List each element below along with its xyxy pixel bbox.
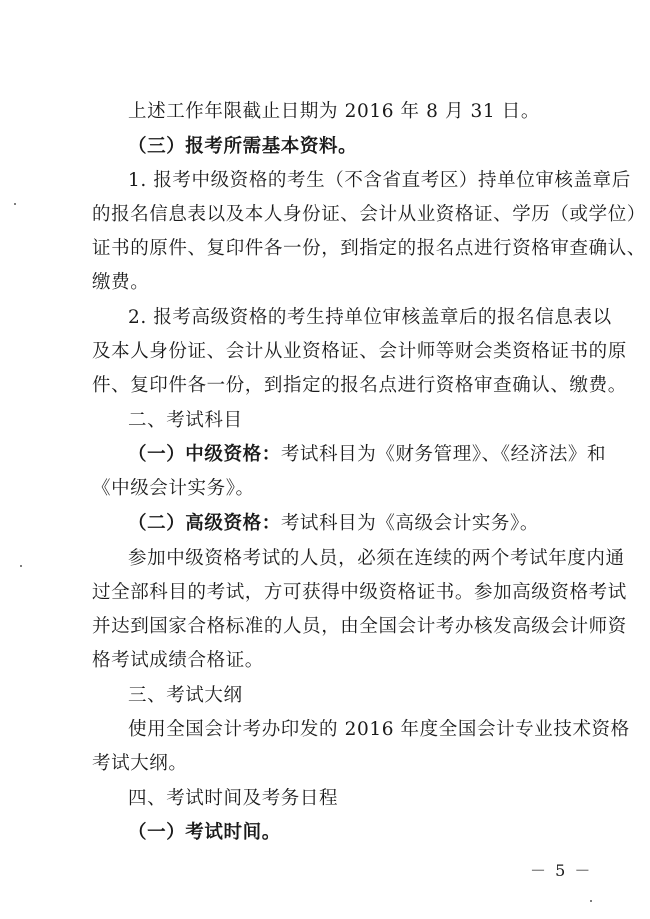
paragraph-line — [128, 443, 628, 467]
page-number: － 5 － — [530, 861, 593, 880]
subsection-label: （一）中级资格： — [128, 444, 281, 465]
paragraph-line: 1. 报考中级资格的考生（不含省直考区）持单位审核盖章后 — [128, 170, 631, 191]
subsection-label: （二）高级资格： — [128, 513, 281, 534]
paragraph-line: 证书的原件、复印件各一份，到指定的报名点进行资格审查确认、 — [92, 238, 646, 259]
paragraph-line: 的报名信息表以及本人身份证、会计从业资格证、学历（或学位） — [92, 204, 646, 225]
paragraph-line: 使用全国会计考办印发的 2016 年度全国会计专业技术资格 — [128, 719, 630, 740]
scan-speck — [590, 900, 592, 902]
paragraph-line: 件、复印件各一份，到指定的报名点进行资格审查确认、缴费。 — [92, 375, 627, 396]
paragraph-line: 缴费。 — [92, 272, 150, 293]
scan-speck — [14, 203, 16, 205]
scan-speck — [20, 565, 22, 567]
paragraph-line: 上述工作年限截止日期为 2016 年 8 月 31 日。 — [128, 101, 540, 122]
paragraph-line: 考试大纲。 — [92, 753, 188, 774]
paragraph-line: 2. 报考高级资格的考生持单位审核盖章后的报名信息表以 — [128, 307, 612, 328]
section-heading: 二、考试科目 — [128, 410, 243, 431]
section-heading: 四、考试时间及考务日程 — [128, 788, 339, 809]
paragraph-line: 过全部科目的考试，方可获得中级资格证书。参加高级资格考试 — [92, 582, 627, 603]
section-heading: （三）报考所需基本资料。 — [128, 136, 358, 157]
paragraph-line — [128, 512, 628, 536]
paragraph-line: 参加中级资格考试的人员，必须在连续的两个考试年度内通 — [128, 548, 625, 569]
paragraph-line: 及本人身份证、会计从业资格证、会计师等财会类资格证书的原 — [92, 341, 627, 362]
paragraph-line: 《中级会计实务》。 — [92, 478, 255, 499]
paragraph-line: 格考试成绩合格证。 — [92, 650, 264, 671]
subsection-text: 考试科目为《财务管理》、《经济法》和 — [280, 444, 607, 465]
section-heading: 三、考试大纲 — [128, 685, 243, 706]
paragraph-line: 并达到国家合格标准的人员，由全国会计考办核发高级会计师资 — [92, 616, 627, 637]
subsection-text: 考试科目为《高级会计实务》。 — [280, 513, 539, 534]
section-heading: （一）考试时间。 — [128, 822, 281, 843]
